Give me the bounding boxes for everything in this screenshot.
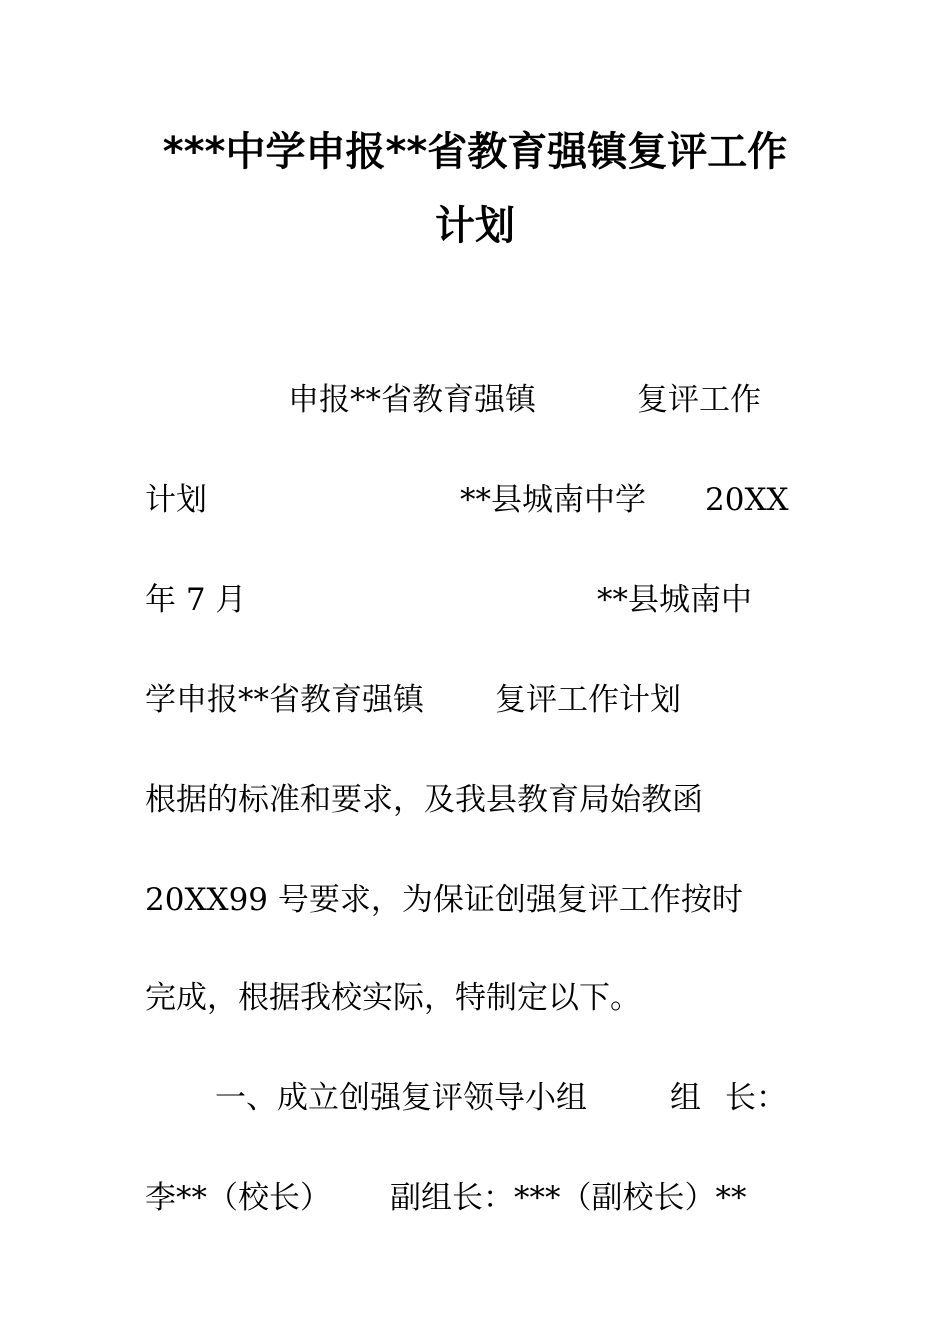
line-segment: 复评工作: [637, 382, 761, 418]
line-segment: 李**（校长）: [145, 1180, 331, 1216]
line-segment: **县城南中: [597, 582, 752, 618]
line-segment: **县城南中学: [460, 482, 646, 518]
line-segment: 20XX99 号要求，为保证创强复评工作按时: [145, 882, 743, 918]
document-title-line-2: 计划: [435, 203, 515, 249]
line-segment: 组: [670, 1080, 701, 1116]
line-segment: 副组长：***（副校长）**: [390, 1180, 747, 1216]
line-segment: 一、成立创强复评领导小组: [215, 1080, 587, 1116]
line-segment: 长：: [725, 1080, 787, 1116]
line-segment: 计划: [145, 482, 207, 518]
document-title-line-1: ***中学申报**省教育强镇复评工作: [162, 129, 788, 175]
line-segment: 申报**省教育强镇: [288, 382, 536, 418]
line-segment: 根据的标准和要求，及我县教育局始教函: [145, 782, 703, 818]
line-segment: 学申报**省教育强镇: [145, 682, 424, 718]
line-segment: 复评工作计划: [495, 682, 681, 718]
line-segment: 完成，根据我校实际，特制定以下。: [145, 980, 641, 1016]
line-segment: 年 7 月: [145, 582, 247, 618]
line-segment: 20XX: [705, 482, 789, 518]
